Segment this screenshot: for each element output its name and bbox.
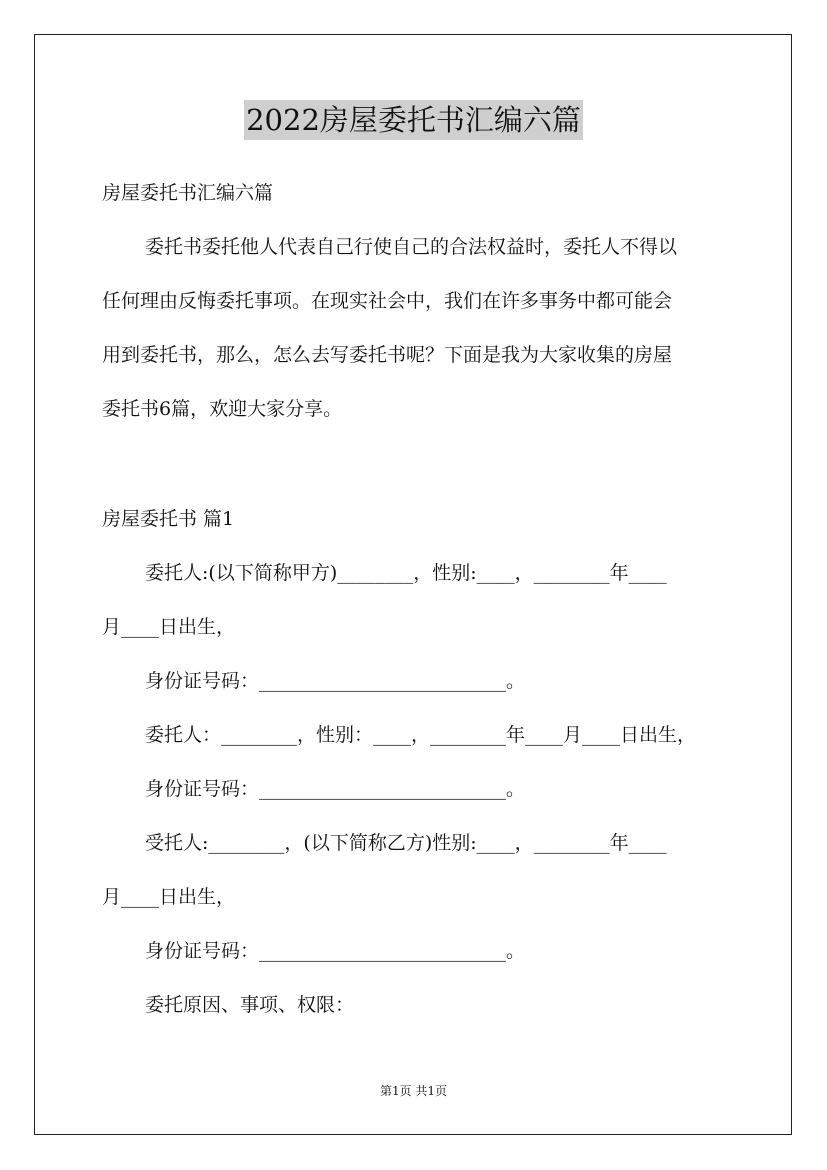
authorization-heading: 委托原因、事项、权限： [145,994,355,1016]
principal-line-1: 委托人:(以下简称甲方)________，性别:____，________年____ [145,562,667,584]
document-title: 2022房屋委托书汇编六篇 [244,100,583,140]
intro-paragraph-line-2: 任何理由反悔委托事项。在现实社会中，我们在许多事务中都可能会 [102,290,673,312]
title-container [0,100,827,140]
agent-id-line: 身份证号码：__________________________。 [145,940,526,962]
intro-paragraph-line-1: 委托书委托他人代表自己行使自己的合法权益时，委托人不得以 [145,236,678,258]
section-heading: 房屋委托书 篇1 [102,508,235,530]
intro-paragraph-line-3: 用到委托书，那么，怎么去写委托书呢？下面是我为大家收集的房屋 [102,344,673,366]
agent-line-2: 月____日出生， [102,886,236,908]
subtitle-line: 房屋委托书汇编六篇 [102,182,274,204]
second-principal-id-line: 身份证号码：__________________________。 [145,778,526,800]
intro-paragraph-line-4: 委托书6篇，欢迎大家分享。 [102,398,343,420]
principal-line-2: 月____日出生， [102,616,236,638]
agent-line-1: 受托人:________，(以下简称乙方)性别:____，________年____ [145,832,667,854]
second-principal-line: 委托人：________，性别：____，________年____月____日出生， [145,724,697,746]
principal-id-line: 身份证号码：__________________________。 [145,670,526,692]
page-footer: 第1页 共1页 [379,1084,448,1098]
